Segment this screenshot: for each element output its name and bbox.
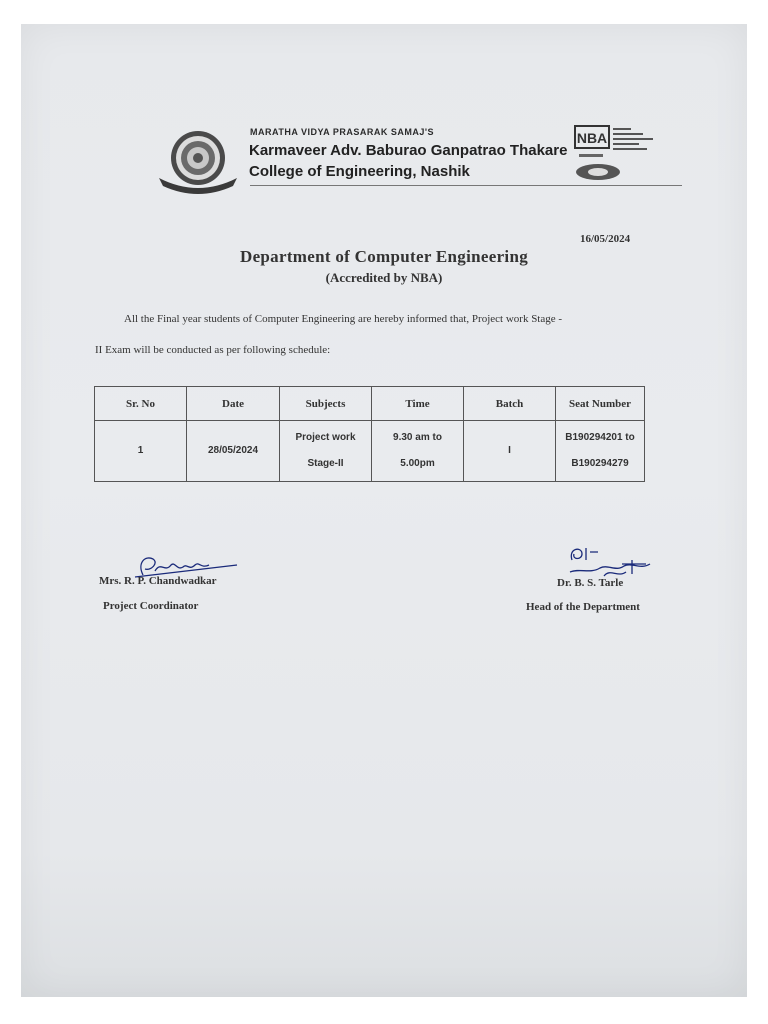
college-emblem-logo	[155, 128, 241, 196]
col-header-time: Time	[372, 387, 464, 421]
cell-subjects	[280, 421, 372, 482]
col-header-sr-no: Sr. No	[95, 387, 187, 421]
time-line1: 9.30 am to	[393, 432, 442, 443]
cell-seat-number	[556, 421, 645, 482]
accreditation-subtitle: (Accredited by NBA)	[325, 270, 443, 285]
coordinator-name: Mrs. R. P. Chandwadkar	[99, 575, 217, 587]
nba-logo-text: NBA	[576, 130, 608, 146]
cell-sr-no: 1	[95, 421, 187, 482]
college-name-line1: Karmaveer Adv. Baburao Ganpatrao Thakare	[249, 142, 568, 159]
header-divider	[250, 185, 682, 186]
coordinator-role: Project Coordinator	[103, 600, 199, 612]
subject-line2: Stage-II	[307, 458, 344, 469]
col-header-batch: Batch	[464, 387, 556, 421]
notice-paragraph-line1: All the Final year students of Computer Engineering are hereby informed that, Project work Stage -	[124, 313, 563, 325]
department-title: Department of Computer Engineering	[240, 247, 528, 266]
hod-name: Dr. B. S. Tarle	[557, 577, 624, 589]
cell-time	[372, 421, 464, 482]
notice-date: 16/05/2024	[580, 233, 631, 245]
table-header-row	[95, 387, 645, 421]
subject-line1: Project work	[295, 432, 356, 443]
seat-line2: B190294279	[571, 458, 629, 469]
cell-date: 28/05/2024	[187, 421, 280, 482]
notice-paragraph-line2: II Exam will be conducted as per following schedule:	[95, 344, 331, 356]
nba-logo	[573, 124, 685, 184]
exam-schedule-table	[94, 386, 645, 482]
hod-role: Head of the Department	[526, 601, 640, 613]
seat-line1: B190294201 to	[565, 432, 635, 443]
table-row	[95, 421, 645, 482]
col-header-subjects: Subjects	[280, 387, 372, 421]
time-line2: 5.00pm	[400, 458, 435, 469]
society-name: MARATHA VIDYA PRASARAK SAMAJ'S	[250, 127, 434, 137]
college-name-line2: College of Engineering, Nashik	[249, 163, 470, 180]
col-header-date: Date	[187, 387, 280, 421]
cell-batch: I	[464, 421, 556, 482]
col-header-seat-number: Seat Number	[556, 387, 645, 421]
